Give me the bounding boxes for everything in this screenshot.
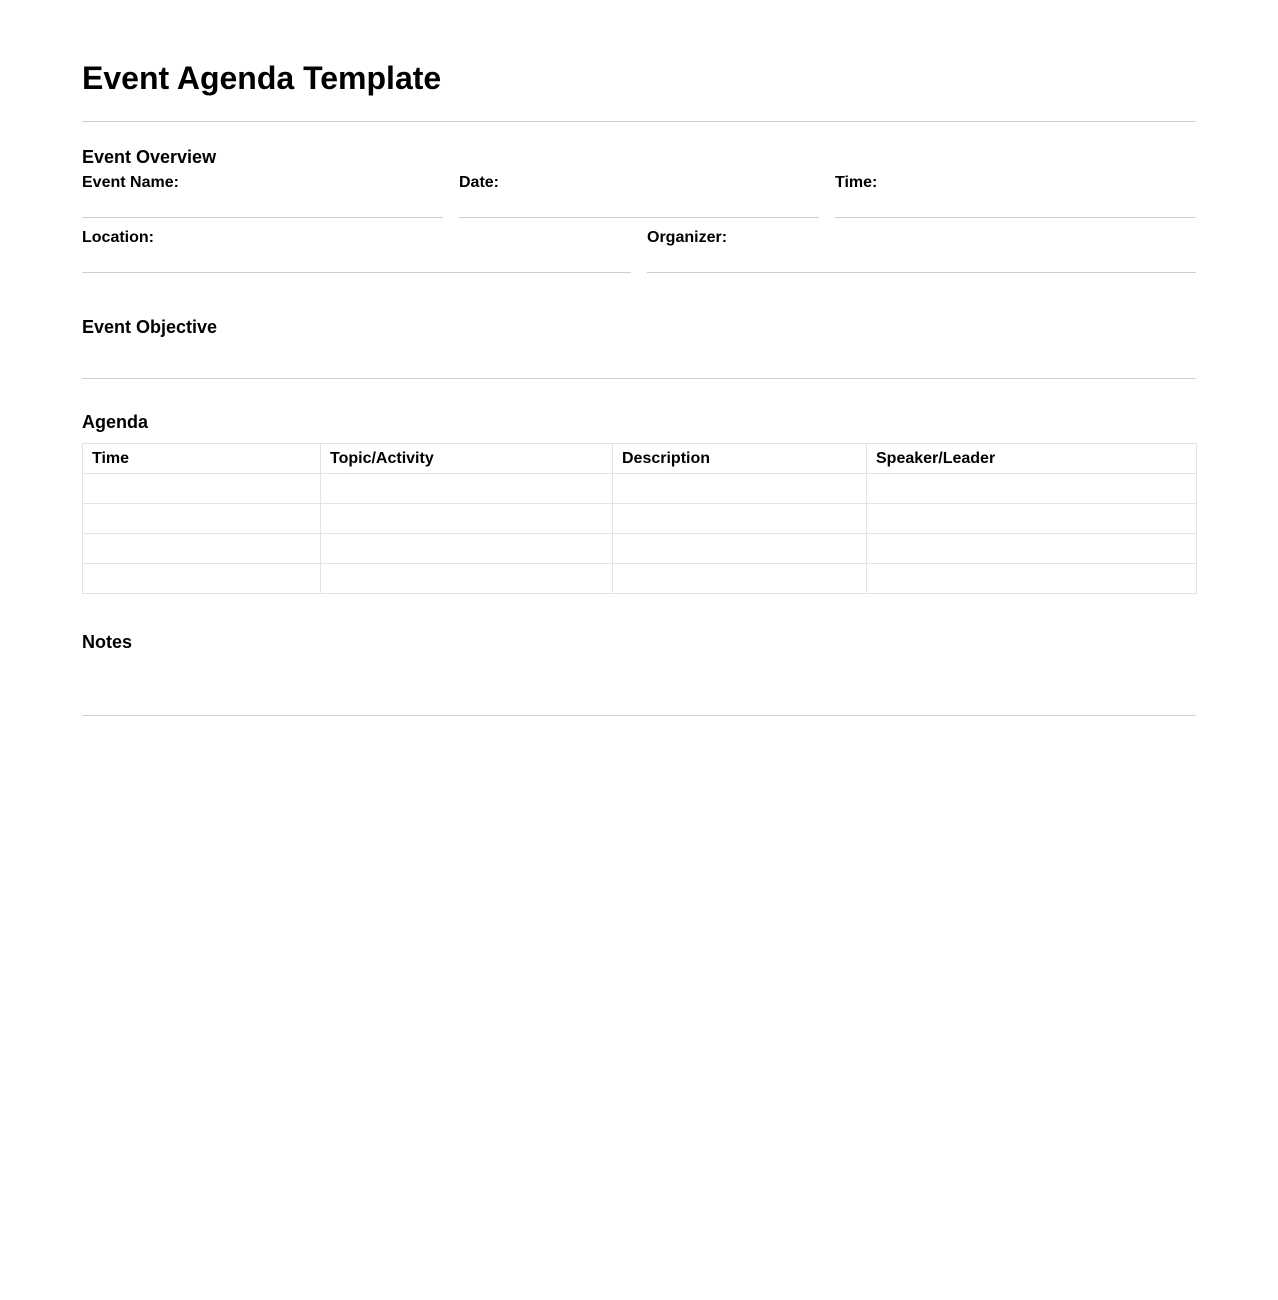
column-header-speaker-leader: Speaker/Leader xyxy=(867,444,1197,474)
agenda-cell-speaker[interactable] xyxy=(867,504,1197,534)
location-field xyxy=(82,228,631,274)
time-label: Time: xyxy=(835,174,878,191)
event-name-input[interactable] xyxy=(82,197,443,218)
agenda-cell-speaker[interactable] xyxy=(867,534,1197,564)
column-header-time: Time xyxy=(83,444,321,474)
agenda-cell-topic[interactable] xyxy=(321,504,613,534)
agenda-table xyxy=(82,443,1197,594)
column-header-description: Description xyxy=(613,444,867,474)
agenda-cell-time[interactable] xyxy=(83,564,321,594)
agenda-cell-description[interactable] xyxy=(613,564,867,594)
agenda-cell-topic[interactable] xyxy=(321,534,613,564)
column-header-topic-activity: Topic/Activity xyxy=(321,444,613,474)
table-row xyxy=(83,564,1197,594)
date-input[interactable] xyxy=(459,197,819,218)
objective-input-area[interactable] xyxy=(82,345,1196,379)
table-row xyxy=(83,474,1197,504)
overview-heading: Event Overview xyxy=(82,147,217,167)
agenda-cell-topic[interactable] xyxy=(321,474,613,504)
agenda-header-row xyxy=(83,444,1197,474)
time-field xyxy=(835,173,1196,219)
table-row xyxy=(83,504,1197,534)
date-field xyxy=(459,173,819,219)
agenda-cell-description[interactable] xyxy=(613,474,867,504)
event-name-field xyxy=(82,173,443,219)
agenda-cell-description[interactable] xyxy=(613,504,867,534)
objective-heading: Event Objective xyxy=(82,317,218,337)
agenda-cell-topic[interactable] xyxy=(321,564,613,594)
location-input[interactable] xyxy=(82,252,631,273)
table-row xyxy=(83,534,1197,564)
page-title: Event Agenda Template xyxy=(82,60,442,96)
agenda-cell-speaker[interactable] xyxy=(867,564,1197,594)
time-input[interactable] xyxy=(835,197,1196,218)
notes-heading: Notes xyxy=(82,632,133,652)
agenda-heading: Agenda xyxy=(82,412,149,432)
agenda-cell-time[interactable] xyxy=(83,474,321,504)
location-label: Location: xyxy=(82,229,154,246)
agenda-cell-time[interactable] xyxy=(83,504,321,534)
organizer-label: Organizer: xyxy=(647,229,728,246)
agenda-cell-description[interactable] xyxy=(613,534,867,564)
event-name-label: Event Name: xyxy=(82,174,179,191)
date-label: Date: xyxy=(459,174,500,191)
organizer-field xyxy=(647,228,1196,274)
title-divider xyxy=(82,121,1196,122)
notes-input-area[interactable] xyxy=(82,662,1196,716)
agenda-cell-speaker[interactable] xyxy=(867,474,1197,504)
organizer-input[interactable] xyxy=(647,252,1196,273)
agenda-cell-time[interactable] xyxy=(83,534,321,564)
